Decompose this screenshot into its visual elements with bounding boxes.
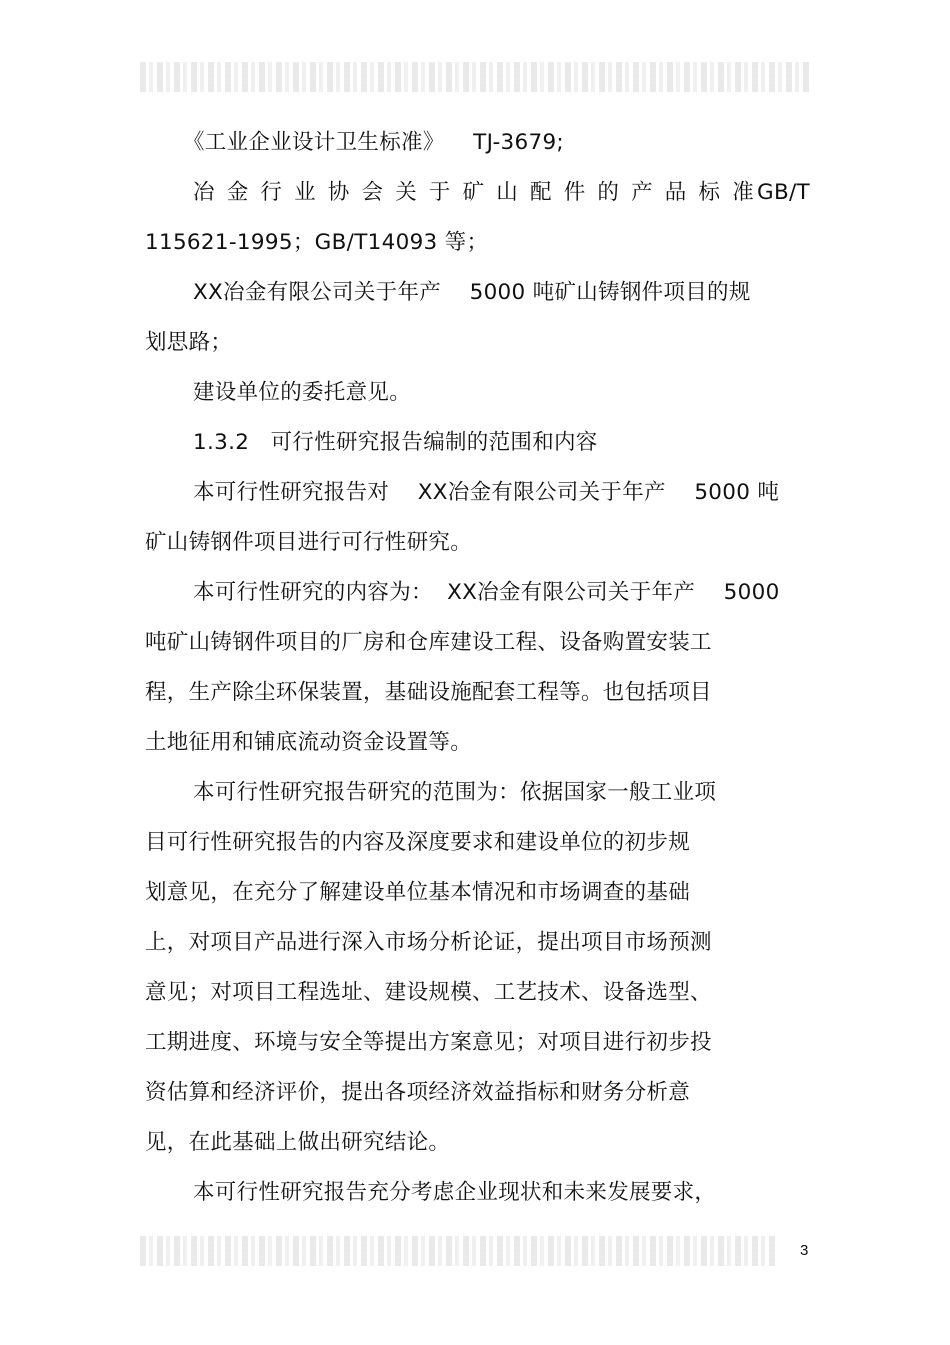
text-line-10: 本可行性研究的内容为： XX冶金有限公司关于年产 5000 <box>193 580 780 605</box>
text-line-2-tail: GB/T <box>757 180 810 205</box>
text-line-21: 见，在此基础上做出研究结论。 <box>145 1130 451 1155</box>
text-line-18: 意见；对项目工程选址、建设规模、工艺技术、设备选型、 <box>145 980 712 1005</box>
text-line-13: 土地征用和铺底流动资金设置等。 <box>145 730 473 755</box>
text-line-22: 本可行性研究报告充分考虑企业现状和未来发展要求， <box>193 1180 717 1205</box>
text-line-17: 上，对项目产品进行深入市场分析论证，提出项目市场预测 <box>145 930 712 955</box>
text-line-9: 矿山铸钢件项目进行可行性研究。 <box>145 530 473 555</box>
footer-watermark <box>140 1236 775 1266</box>
text-line-8: 本可行性研究报告对 XX冶金有限公司关于年产 5000 吨 <box>193 480 780 505</box>
page-number: 3 <box>800 1242 809 1259</box>
text-line-16: 划意见，在充分了解建设单位基本情况和市场调查的基础 <box>145 880 691 905</box>
text-line-19: 工期进度、环境与安全等提出方案意见；对项目进行初步投 <box>145 1030 712 1055</box>
text-line-5: 划思路； <box>145 330 233 355</box>
text-line-12: 程，生产除尘环保装置，基础设施配套工程等。也包括项目 <box>145 680 712 705</box>
text-line-3: 115621-1995；GB/T14093 等； <box>145 230 489 255</box>
header-watermark <box>140 62 810 92</box>
text-line-4: XX冶金有限公司关于年产 5000 吨矿山铸钢件项目的规 <box>193 280 751 305</box>
section-heading: 1.3.2 可行性研究报告编制的范围和内容 <box>193 430 598 455</box>
text-line-1: 《工业企业设计卫生标准》 TJ-3679; <box>183 130 564 155</box>
text-line-20: 资估算和经济评价，提出各项经济效益指标和财务分析意 <box>145 1080 691 1105</box>
text-line-2: 冶金行业协会关于矿山配件的产品标准 <box>193 180 766 205</box>
text-line-14: 本可行性研究报告研究的范围为：依据国家一般工业项 <box>193 780 717 805</box>
text-line-6: 建设单位的委托意见。 <box>193 380 412 405</box>
text-line-15: 目可行性研究报告的内容及深度要求和建设单位的初步规 <box>145 830 691 855</box>
text-line-11: 吨矿山铸钢件项目的厂房和仓库建设工程、设备购置安装工 <box>145 630 712 655</box>
